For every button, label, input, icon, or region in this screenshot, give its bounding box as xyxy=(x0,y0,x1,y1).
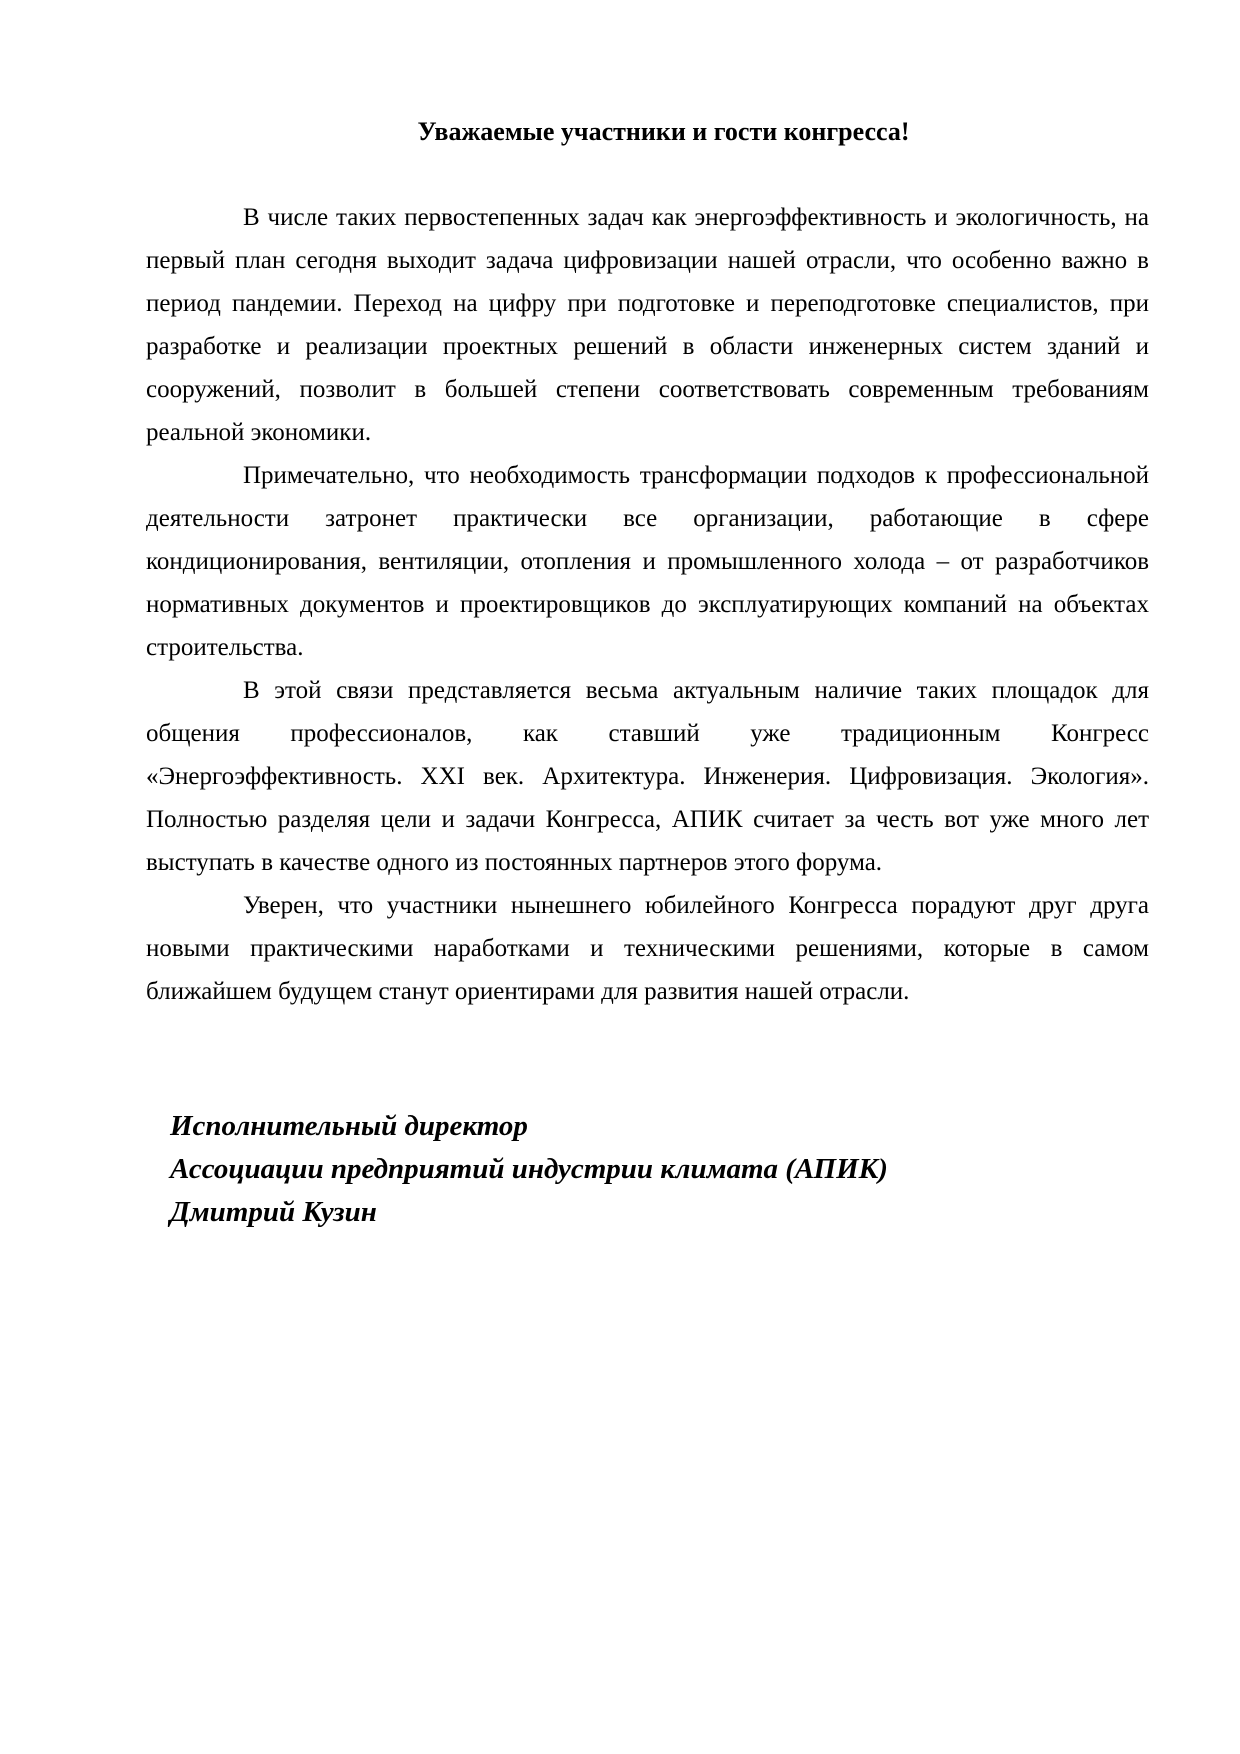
paragraph xyxy=(146,196,1149,454)
text-line: Примечательно, что необходимость трансформации подходов к профессиональной xyxy=(243,462,1149,489)
text-line: деятельности затронет практически все организации, работающие в сфере xyxy=(146,505,1149,532)
text-line: В числе таких первостепенных задач как энергоэффективность и экологичность, на xyxy=(243,204,1149,231)
text-line: нормативных документов и проектировщиков до эксплуатирующих компаний на объектах xyxy=(146,591,1149,618)
document-body xyxy=(146,196,1149,1013)
text-line: Полностью разделяя цели и задачи Конгресса, АПИК считает за честь вот уже много лет xyxy=(146,806,1149,833)
signature-name: Дмитрий Кузин xyxy=(170,1196,377,1228)
text-line: В этой связи представляется весьма актуальным наличие таких площадок для xyxy=(243,677,1149,704)
paragraph xyxy=(146,669,1149,884)
text-line: Уверен, что участники нынешнего юбилейного Конгресса порадуют друг друга xyxy=(243,892,1149,919)
text-line: сооружений, позволит в большей степени соответствовать современным требованиям xyxy=(146,376,1149,403)
text-line: «Энергоэффективность. XXI век. Архитектура. Инженерия. Цифровизация. Экология». xyxy=(146,763,1149,790)
text-line: новыми практическими наработками и техническими решениями, которые в самом xyxy=(146,935,1149,962)
text-line: кондиционирования, вентиляции, отопления и промышленного холода – от разработчиков xyxy=(146,548,1149,575)
text-line: первый план сегодня выходит задача цифровизации нашей отрасли, что особенно важно в xyxy=(146,247,1149,274)
text-line: общения профессионалов, как ставший уже традиционным Конгресс xyxy=(146,720,1149,747)
signature-block xyxy=(146,1105,1149,1234)
blank-line xyxy=(146,153,1149,196)
text-line: ближайшем будущем станут ориентирами для развития нашей отрасли. xyxy=(146,978,910,1005)
text-line: выступать в качестве одного из постоянных партнеров этого форума. xyxy=(146,849,883,876)
text-line: строительства. xyxy=(146,634,304,661)
signature-organization: Ассоциации предприятий индустрии климата (АПИК) xyxy=(170,1153,888,1185)
signature-position: Исполнительный директор xyxy=(170,1110,528,1142)
text-line: реальной экономики. xyxy=(146,419,372,446)
document-title: Уважаемые участники и гости конгресса! xyxy=(417,117,910,146)
paragraph xyxy=(146,884,1149,1013)
text-line: разработке и реализации проектных решений в области инженерных систем зданий и xyxy=(146,333,1149,360)
text-line: период пандемии. Переход на цифру при подготовке и переподготовке специалистов, при xyxy=(146,290,1149,317)
paragraph xyxy=(146,454,1149,669)
